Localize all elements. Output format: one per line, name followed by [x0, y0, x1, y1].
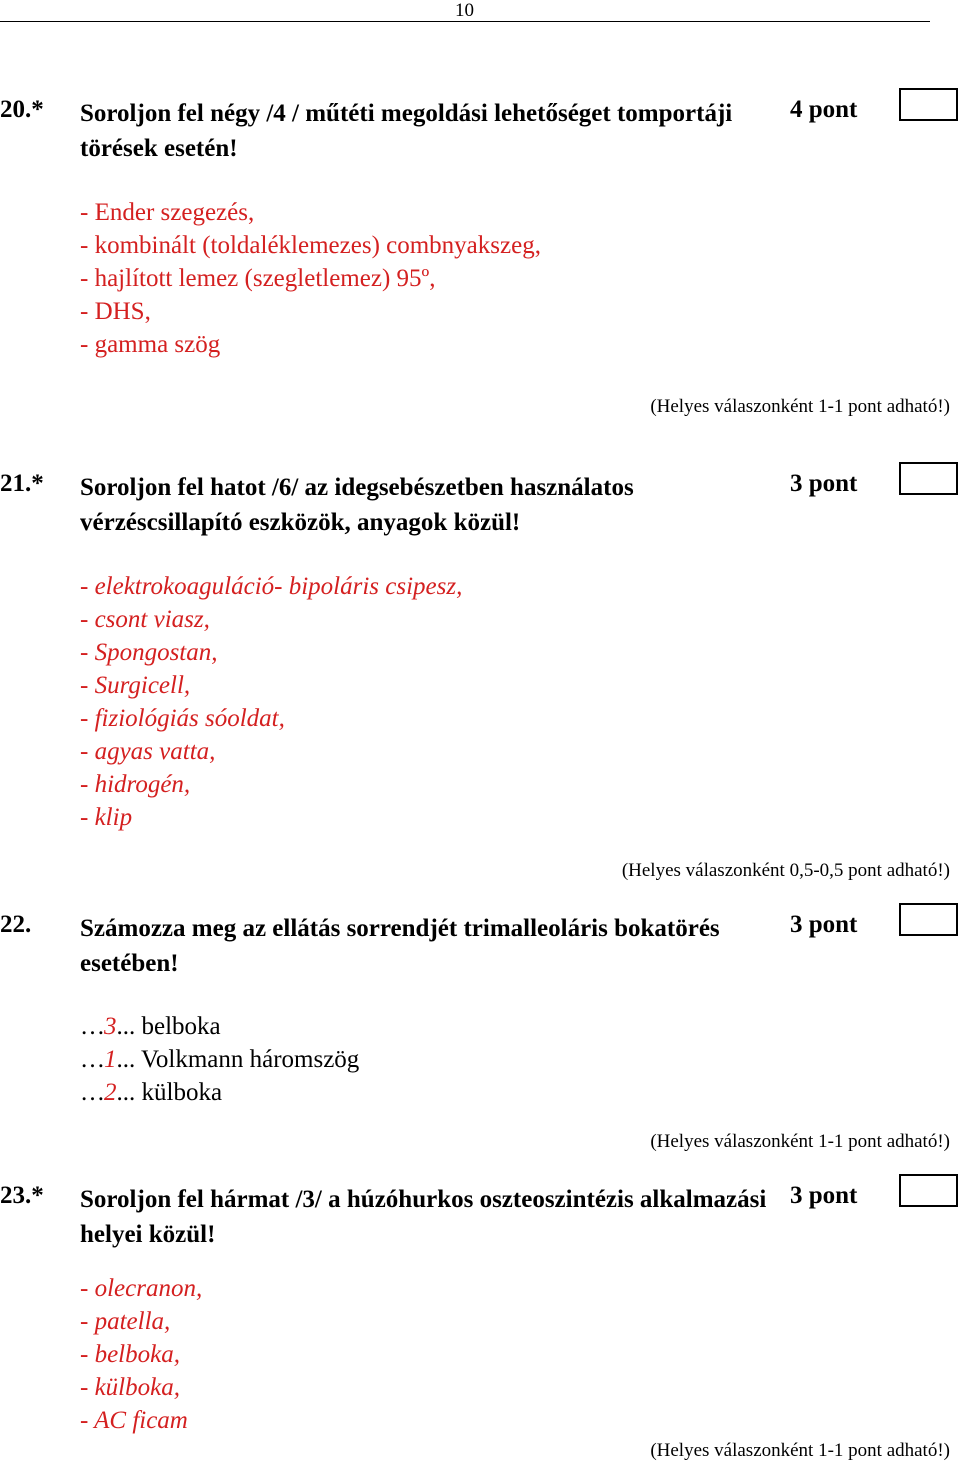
answer-item: - olecranon,	[80, 1275, 203, 1302]
question-text: Soroljon fel hatot /6/ az idegsebészetben használatos vérzéscsillapító eszközök, anyagok közül!	[80, 474, 634, 536]
question-text: Soroljon fel hármat /3/ a húzóhurkos oszteoszintézis alkalmazási helyei közül!	[80, 1186, 767, 1248]
order-item	[80, 1043, 359, 1076]
answer-item: - külboka,	[80, 1374, 180, 1401]
answer-list-23	[80, 1272, 202, 1437]
answer-item: - Spongostan,	[80, 639, 218, 666]
score-box[interactable]	[899, 462, 958, 495]
header-rule	[0, 21, 930, 22]
score-box[interactable]	[899, 88, 958, 121]
order-list-22	[80, 1010, 359, 1109]
answer-item: - kombinált (toldaléklemezes) combnyakszeg,	[80, 232, 541, 259]
answer-item: - DHS,	[80, 298, 151, 325]
order-number[interactable]: 2	[104, 1079, 117, 1106]
score-box[interactable]	[899, 1174, 958, 1207]
order-number[interactable]: 3	[104, 1013, 117, 1040]
order-prefix: …	[80, 1013, 104, 1040]
answer-item: - fiziológiás sóoldat,	[80, 705, 285, 732]
score-box[interactable]	[899, 903, 958, 936]
question-points: 4 pont	[790, 96, 858, 123]
order-label: ... belboka	[116, 1013, 221, 1040]
scoring-note: (Helyes válaszonként 1-1 pont adható!)	[650, 1131, 950, 1152]
answer-item: - patella,	[80, 1308, 171, 1335]
answer-list-21	[80, 570, 462, 834]
answer-item: - klip	[80, 804, 133, 831]
question-number: 22.	[0, 911, 32, 938]
order-item	[80, 1076, 359, 1109]
order-label: ... Volkmann háromszög	[116, 1046, 360, 1073]
order-number[interactable]: 1	[104, 1046, 117, 1073]
answer-item: - Ender szegezés,	[80, 199, 255, 226]
answer-item: - gamma szög	[80, 331, 221, 358]
order-label: ... külboka	[116, 1079, 223, 1106]
answer-list-20	[80, 196, 541, 361]
question-points: 3 pont	[790, 470, 858, 497]
question-number: 23.*	[0, 1182, 44, 1209]
answer-item: - csont viasz,	[80, 606, 210, 633]
question-number: 20.*	[0, 96, 44, 123]
answer-item: - hajlított lemez (szegletlemez) 95º,	[80, 265, 436, 292]
scoring-note: (Helyes válaszonként 0,5-0,5 pont adható!)	[621, 860, 950, 881]
answer-item: - hidrogén,	[80, 771, 191, 798]
answer-item: - Surgicell,	[80, 672, 191, 699]
question-points: 3 pont	[790, 1182, 858, 1209]
answer-item: - agyas vatta,	[80, 738, 216, 765]
order-item	[80, 1010, 359, 1043]
question-points: 3 pont	[790, 911, 858, 938]
answer-item: - AC ficam	[80, 1407, 188, 1434]
order-prefix: …	[80, 1079, 104, 1106]
page-number: 10	[455, 0, 474, 21]
order-prefix: …	[80, 1046, 104, 1073]
question-text: Soroljon fel négy /4 / műtéti megoldási lehetőséget tomportáji törések esetén!	[80, 100, 733, 162]
scoring-note: (Helyes válaszonként 1-1 pont adható!)	[650, 396, 950, 417]
question-number: 21.*	[0, 470, 44, 497]
answer-item: - elektrokoaguláció- bipoláris csipesz,	[80, 573, 463, 600]
question-text: Számozza meg az ellátás sorrendjét trimalleoláris bokatörés esetében!	[80, 915, 720, 977]
answer-item: - belboka,	[80, 1341, 180, 1368]
scoring-note: (Helyes válaszonként 1-1 pont adható!)	[650, 1440, 950, 1461]
